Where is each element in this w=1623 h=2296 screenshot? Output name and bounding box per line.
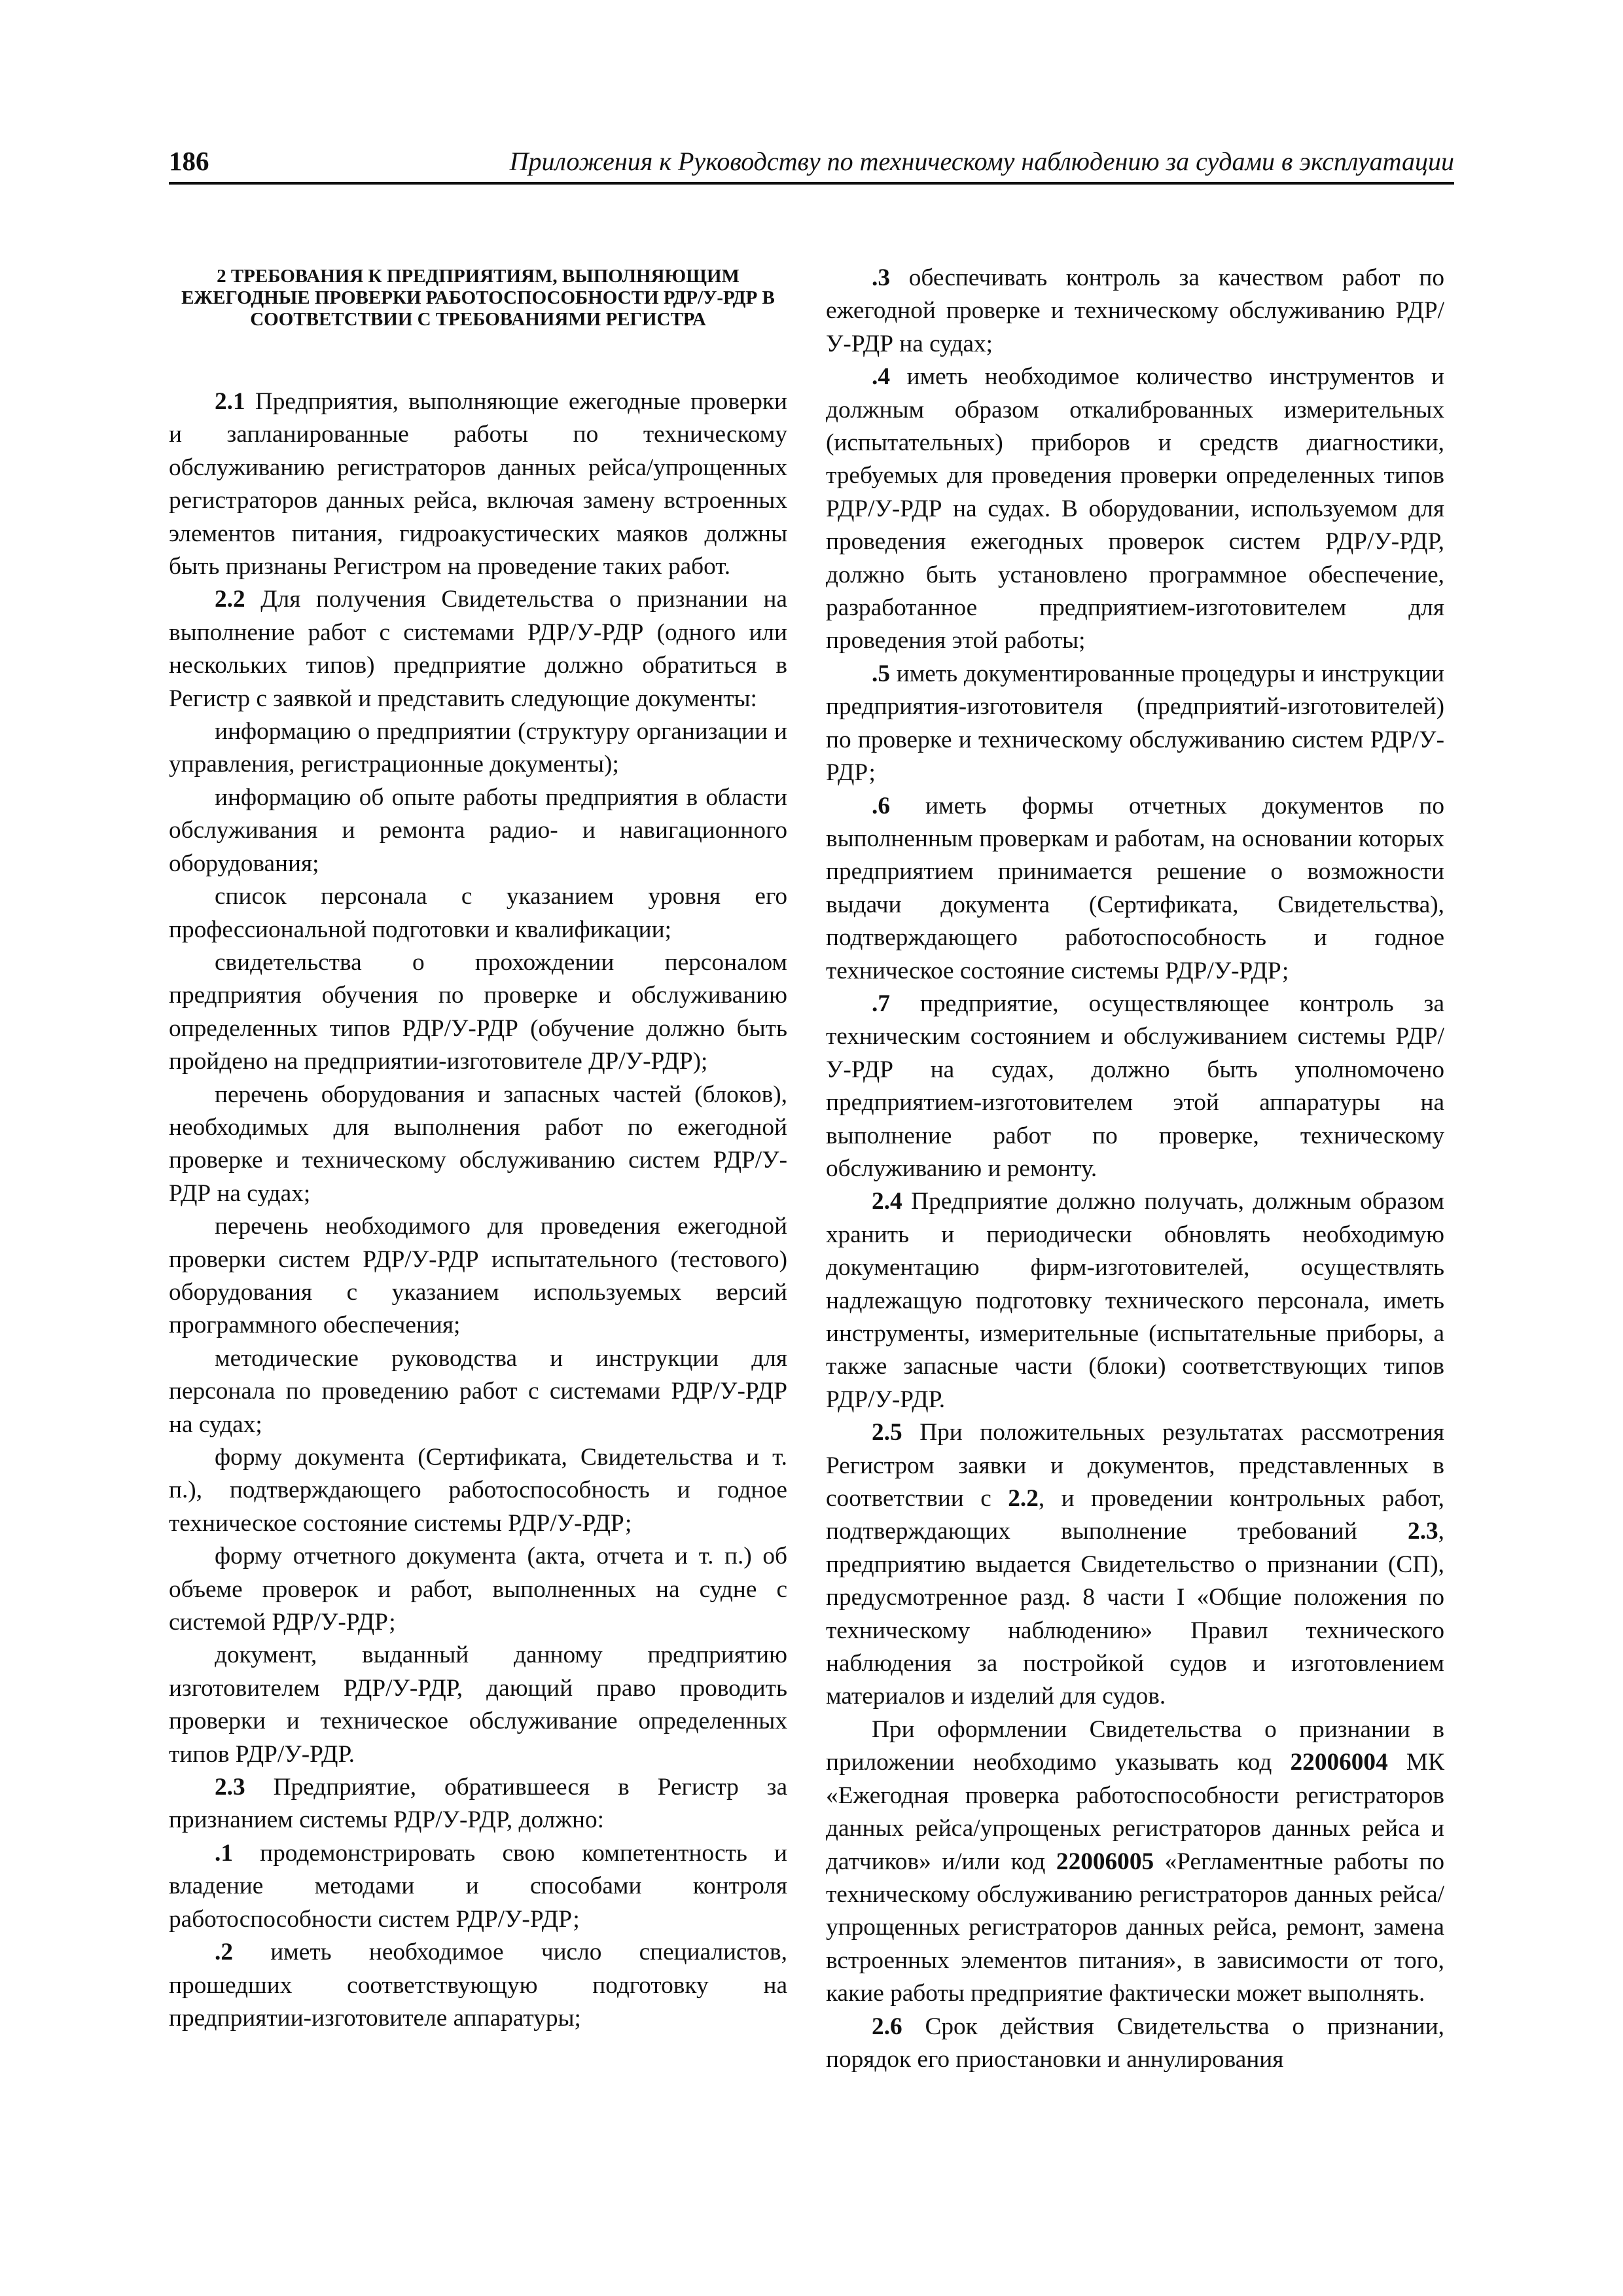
document-list-item: документ, выданный данному предприятию изготовителем РДР/У-РДР, дающий право проводить проверки и техническое обслуживание определенных типов РДР/У-РДР. [169, 1641, 787, 1768]
paragraph-text: МК «Ежегодная проверка работоспособности регистраторов данных рейса/упрощеных регистраторов данных рейса и датчиков» и/или код [826, 1749, 1444, 1875]
subclause-number: .7 [872, 990, 890, 1017]
section-heading: 2 ТРЕБОВАНИЯ К ПРЕДПРИЯТИЯМ, ВЫПОЛНЯЮЩИМ ЕЖЕГОДНЫЕ ПРОВЕРКИ РАБОТОСПОСОБНОСТИ РДР/У-РДР В СООТВЕТСТВИИ С ТРЕБОВАНИЯМИ РЕГИСТРА [181, 266, 775, 330]
document-list-item: свидетельства о прохождении персоналом предприятия обучения по проверке и обслуживанию определенных типов РДР/У-РДР (обучение должно быть пройдено на предприятии-изготовителе ДР/У-РДР); [169, 948, 787, 1075]
paragraph-2-6 [826, 2011, 1444, 2077]
subclause-text: иметь формы отчетных документов по выполненным проверкам и работам, на основании которых предприятием принимается решение о возможности выдачи документа (Сертификата, Свидетельства), подтверждающего работоспособность и годное техническое состояние системы РДР/У-РДР; [826, 792, 1444, 984]
subclause-1 [169, 1837, 787, 1936]
subclause-number: .1 [215, 1839, 233, 1867]
document-list-item: методические руководства и инструкции для персонала по проведению работ с системами РДР/У-РДР на судах; [169, 1344, 787, 1438]
subclause-5 [826, 658, 1444, 790]
paragraph-text: «Регламентные работы по техническому обслуживанию регистраторов данных рейса/упрощенных регистраторов данных рейса, ремонт, замена встроенных элементов питания», в зависимости от того, какие работы предприятие фактически может выполнять. [826, 1848, 1444, 2007]
running-header [169, 139, 1454, 185]
paragraph-text: При оформлении Свидетельства о признании в приложении необходимо указывать код [826, 1715, 1444, 1776]
subclause-text: предприятие, осуществляющее контроль за техническим состоянием и обслуживанием системы РДР/У-РДР на судах, должно быть уполномочено предприятием-изготовителем этой аппаратуры на выполнение работ по проверке, техническому обслуживанию и ремонту. [826, 990, 1444, 1182]
left-column [169, 262, 787, 2035]
clause-number: 2.5 [872, 1419, 902, 1446]
paragraph-2-3 [169, 1771, 787, 1837]
paragraph-2-5 [826, 1416, 1444, 1713]
document-list-item: информацию об опыте работы предприятия в области обслуживания и ремонта радио- и навигационного оборудования; [169, 783, 787, 877]
clause-number: 2.4 [872, 1188, 902, 1215]
clause-number: 2.2 [215, 586, 245, 613]
subclause-text: обеспечивать контроль за качеством работ по ежегодной проверке и техническому обслуживанию РДР/У-РДР на судах; [826, 264, 1444, 357]
paragraph-2-2 [169, 583, 787, 715]
running-title: Приложения к Руководству по техническому наблюдению за судами в эксплуатации [509, 147, 1454, 176]
subclause-number: .6 [872, 792, 890, 819]
subclause-6 [826, 790, 1444, 988]
subclause-number: .5 [872, 660, 890, 687]
subclause-text: продемонстрировать свою компетентность и владение методами и способами контроля работоспособности систем РДР/У-РДР; [169, 1839, 787, 1933]
paragraph-2-1 [169, 386, 787, 583]
subclause-7 [826, 988, 1444, 1185]
document-list-item: список персонала с указанием уровня его профессиональной подготовки и квалификации; [169, 883, 787, 943]
page-number: 186 [169, 146, 209, 176]
subclause-4 [826, 361, 1444, 658]
subclause-3 [826, 262, 1444, 361]
paragraph-text: Срок действия Свидетельства о признании, порядок его приостановки и аннулирования [826, 2013, 1444, 2073]
clause-number: 2.3 [215, 1774, 245, 1801]
subclause-text: иметь необходимое число специалистов, прошедших соответствующую подготовку на предприятии-изготовителе аппаратуры; [169, 1939, 787, 2032]
paragraph-text: Предприятие должно получать, должным образом хранить и периодически обновлять необходимую документацию фирм-изготовителей, осуществлять надлежащую подготовку технического персонала, иметь инструменты, измерительные (испытательные приборы, а также запасные части (блоки) соответствующих типов РДР/У-РДР. [826, 1188, 1444, 1413]
subclause-number: .4 [872, 363, 890, 391]
paragraph-codes [826, 1713, 1444, 2011]
paragraph-2-4 [826, 1185, 1444, 1416]
document-list-item: перечень оборудования и запасных частей (блоков), необходимых для выполнения работ по ежегодной проверке и техническому обслуживанию систем РДР/У-РДР на судах; [169, 1081, 787, 1207]
document-list-item: форму отчетного документа (акта, отчета и т. п.) об объеме проверок и работ, выполненных на судне с системой РДР/У-РДР; [169, 1543, 787, 1636]
paragraph-text: , и проведении контрольных работ, подтверждающих выполнение требований [826, 1485, 1444, 1545]
cross-reference: 2.2 [1008, 1485, 1039, 1513]
document-list-item: информацию о предприятии (структуру организации и управления, регистрационные документы); [169, 718, 787, 778]
clause-number: 2.1 [215, 388, 245, 415]
subclause-2 [169, 1936, 787, 2035]
document-list-item: форму документа (Сертификата, Свидетельства и т. п.), подтверждающего работоспособность и годное техническое состояние системы РДР/У-РДР; [169, 1444, 787, 1537]
subclause-number: .3 [872, 264, 890, 291]
service-code: 22006004 [1290, 1749, 1388, 1776]
clause-number: 2.6 [872, 2013, 902, 2040]
paragraph-text: При положительных результатах рассмотрения Регистром заявки и документов, представленных в соответствии с [826, 1419, 1444, 1513]
subclause-text: иметь документированные процедуры и инструкции предприятия-изготовителя (предприятий-изготовителей) по проверке и техническому обслуживанию систем РДР/У-РДР; [826, 660, 1444, 787]
service-code: 22006005 [1056, 1848, 1154, 1875]
right-column [826, 262, 1444, 2076]
paragraph-text: , предприятию выдается Свидетельство о признании (СП), предусмотренное разд. 8 части I «Общие положения по техническому наблюдению» Правил технического наблюдения за постройкой судов и изготовлением материалов и изделий для судов. [826, 1518, 1444, 1710]
document-list-item: перечень необходимого для проведения ежегодной проверки систем РДР/У-РДР испытательного (тестового) оборудования с указанием используемых версий программного обеспечения; [169, 1213, 787, 1339]
paragraph-text: Предприятие, обратившееся в Регистр за признанием системы РДР/У-РДР, должно: [169, 1774, 787, 1834]
paragraph-text: Предприятия, выполняющие ежегодные проверки и запланированные работы по техническому обслуживанию регистраторов данных рейса/упрощенных регистраторов данных рейса, включая замену встроенных элементов питания, гидроакустических маяков должны быть признаны Регистром на проведение таких работ. [169, 388, 787, 581]
subclause-number: .2 [215, 1939, 233, 1966]
cross-reference: 2.3 [1408, 1518, 1438, 1545]
paragraph-text: Для получения Свидетельства о признании на выполнение работ с системами РДР/У-РДР (одного или нескольких типов) предприятие должно обратиться в Регистр с заявкой и представить следующие документы: [169, 586, 787, 712]
subclause-text: иметь необходимое количество инструментов и должным образом откалиброванных измерительных (испытательных) приборов и средств диагностики, требуемых для проведения проверки определенных типов РДР/У-РДР на судах. В оборудовании, используемом для проведения ежегодных проверок систем РДР/У-РДР, должно быть установлено программное обеспечение, разработанное предприятием-изготовителем для проведения этой работы; [826, 363, 1444, 655]
